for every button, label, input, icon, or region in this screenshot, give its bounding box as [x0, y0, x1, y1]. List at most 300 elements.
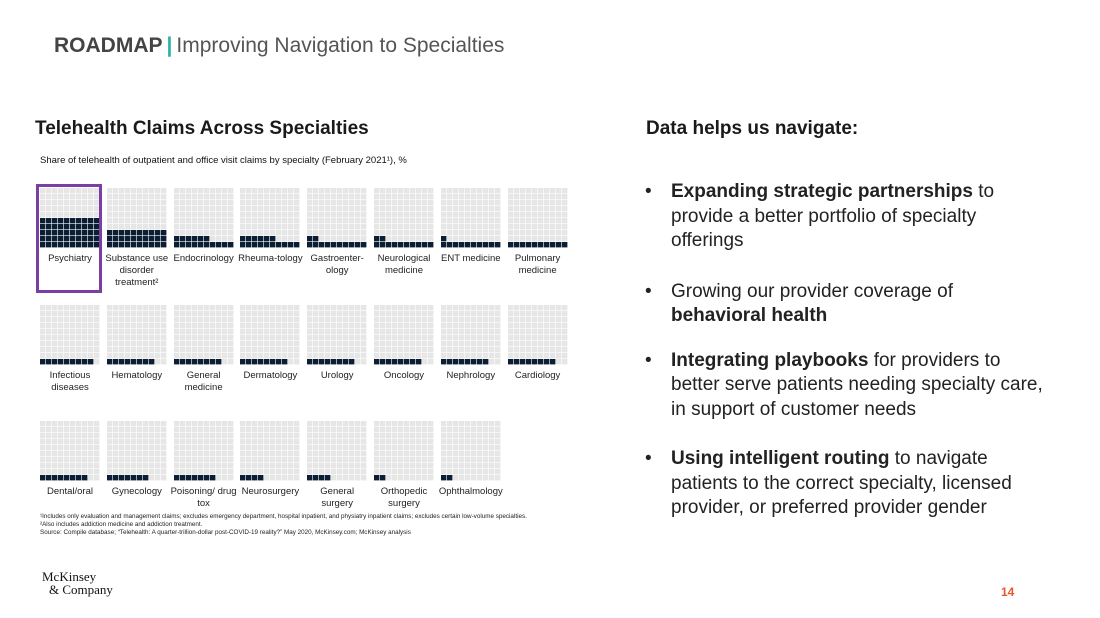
waffle-square-empty — [307, 224, 312, 229]
waffle-square-empty — [276, 421, 281, 426]
waffle-square-empty — [137, 311, 142, 316]
waffle-square-empty — [137, 451, 142, 456]
waffle-square-empty — [70, 457, 75, 462]
waffle-square-empty — [416, 323, 421, 328]
waffle-square-empty — [380, 457, 385, 462]
waffle-square-empty — [143, 439, 148, 444]
waffle-square-empty — [131, 323, 136, 328]
waffle-square-empty — [398, 200, 403, 205]
waffle-square-empty — [544, 230, 549, 235]
waffle-square-empty — [392, 329, 397, 334]
waffle-square-empty — [222, 469, 227, 474]
waffle-square-empty — [471, 463, 476, 468]
waffle-square-empty — [459, 305, 464, 310]
waffle-square-empty — [240, 188, 245, 193]
waffle-square-filled — [240, 242, 245, 247]
waffle-square-empty — [149, 194, 154, 199]
waffle-square-empty — [489, 347, 494, 352]
waffle-square-filled — [174, 236, 179, 241]
waffle-square-empty — [113, 218, 118, 223]
waffle-square-empty — [422, 353, 427, 358]
waffle-square-empty — [465, 212, 470, 217]
waffle-square-empty — [349, 224, 354, 229]
waffle-square-empty — [465, 311, 470, 316]
waffle-square-empty — [192, 200, 197, 205]
waffle-square-empty — [477, 433, 482, 438]
waffle-square-filled — [258, 359, 263, 364]
waffle-square-empty — [331, 335, 336, 340]
waffle-square-empty — [361, 329, 366, 334]
waffle-square-empty — [76, 305, 81, 310]
waffle-square-empty — [88, 475, 93, 480]
waffle-square-filled — [544, 359, 549, 364]
waffle-square-empty — [410, 469, 415, 474]
waffle-square-empty — [155, 305, 160, 310]
waffle-square-empty — [325, 439, 330, 444]
waffle-square-filled — [398, 242, 403, 247]
waffle-square-filled — [562, 242, 567, 247]
waffle-square-empty — [374, 469, 379, 474]
waffle-square-empty — [82, 335, 87, 340]
waffle-square-empty — [70, 341, 75, 346]
waffle-square-empty — [258, 433, 263, 438]
waffle-square-empty — [343, 353, 348, 358]
waffle-square-empty — [337, 218, 342, 223]
waffle-square-empty — [258, 457, 263, 462]
waffle-square-empty — [186, 305, 191, 310]
waffle-square-empty — [137, 353, 142, 358]
waffle-grid — [107, 305, 167, 365]
waffle-square-filled — [337, 359, 342, 364]
waffle-square-empty — [386, 230, 391, 235]
waffle-square-empty — [562, 311, 567, 316]
waffle-square-empty — [258, 206, 263, 211]
waffle-square-empty — [270, 457, 275, 462]
waffle-square-empty — [447, 194, 452, 199]
waffle-square-empty — [556, 206, 561, 211]
waffle-square-empty — [562, 236, 567, 241]
waffle-square-empty — [410, 188, 415, 193]
waffle-square-empty — [180, 194, 185, 199]
waffle-square-empty — [70, 305, 75, 310]
waffle-square-empty — [361, 353, 366, 358]
waffle-square-empty — [143, 421, 148, 426]
waffle-square-empty — [495, 463, 500, 468]
waffle-square-empty — [52, 329, 57, 334]
waffle-square-empty — [40, 433, 45, 438]
waffle-square-empty — [149, 439, 154, 444]
waffle-square-empty — [288, 347, 293, 352]
waffle-square-empty — [550, 305, 555, 310]
waffle-square-empty — [441, 200, 446, 205]
waffle-square-empty — [398, 457, 403, 462]
waffle-square-empty — [143, 212, 148, 217]
waffle-square-empty — [161, 194, 166, 199]
waffle-square-empty — [361, 469, 366, 474]
waffle-square-empty — [422, 194, 427, 199]
waffle-square-empty — [386, 445, 391, 450]
waffle-square-empty — [282, 200, 287, 205]
waffle-square-empty — [556, 212, 561, 217]
waffle-square-empty — [46, 317, 51, 322]
waffle-square-empty — [131, 421, 136, 426]
waffle-square-empty — [192, 439, 197, 444]
psychiatry-highlight-box — [36, 184, 102, 293]
waffle-square-empty — [216, 317, 221, 322]
waffle-square-empty — [410, 451, 415, 456]
waffle-square-empty — [149, 427, 154, 432]
waffle-square-empty — [288, 305, 293, 310]
waffle-square-empty — [471, 347, 476, 352]
waffle-square-empty — [94, 445, 99, 450]
waffle-square-empty — [489, 475, 494, 480]
waffle-square-filled — [186, 475, 191, 480]
waffle-square-empty — [131, 329, 136, 334]
waffle-square-filled — [526, 359, 531, 364]
waffle-square-empty — [495, 335, 500, 340]
waffle-square-empty — [270, 317, 275, 322]
waffle-square-empty — [64, 439, 69, 444]
waffle-square-empty — [174, 323, 179, 328]
waffle-square-filled — [240, 359, 245, 364]
waffle-square-empty — [337, 206, 342, 211]
waffle-square-empty — [58, 457, 63, 462]
waffle-square-empty — [471, 305, 476, 310]
waffle-square-empty — [228, 230, 233, 235]
waffle-square-empty — [307, 212, 312, 217]
waffle-square-empty — [459, 433, 464, 438]
waffle-square-empty — [483, 457, 488, 462]
waffle-square-empty — [319, 347, 324, 352]
waffle-square-empty — [137, 457, 142, 462]
waffle-square-filled — [46, 359, 51, 364]
waffle-square-empty — [186, 457, 191, 462]
waffle-square-empty — [459, 341, 464, 346]
waffle-square-empty — [143, 451, 148, 456]
waffle-square-empty — [198, 421, 203, 426]
waffle-square-empty — [270, 463, 275, 468]
waffle-square-empty — [477, 212, 482, 217]
waffle-square-empty — [453, 469, 458, 474]
waffle-square-empty — [119, 347, 124, 352]
waffle-square-filled — [343, 242, 348, 247]
waffle-square-empty — [508, 224, 513, 229]
waffle-square-empty — [495, 212, 500, 217]
waffle-square-empty — [416, 475, 421, 480]
waffle-square-empty — [288, 433, 293, 438]
waffle-square-empty — [76, 433, 81, 438]
waffle-square-empty — [428, 463, 433, 468]
waffle-square-empty — [137, 206, 142, 211]
waffle-square-empty — [252, 421, 257, 426]
waffle-square-empty — [40, 451, 45, 456]
waffle-square-empty — [471, 230, 476, 235]
waffle-square-filled — [325, 242, 330, 247]
waffle-square-empty — [404, 451, 409, 456]
waffle-square-empty — [398, 433, 403, 438]
waffle-square-empty — [392, 206, 397, 211]
waffle-square-empty — [294, 323, 299, 328]
waffle-square-empty — [343, 427, 348, 432]
waffle-square-filled — [119, 230, 124, 235]
waffle-square-empty — [276, 427, 281, 432]
waffle-square-empty — [392, 311, 397, 316]
waffle-square-empty — [198, 311, 203, 316]
waffle-square-empty — [313, 427, 318, 432]
waffle-square-empty — [392, 439, 397, 444]
waffle-square-empty — [186, 427, 191, 432]
waffle-square-empty — [361, 427, 366, 432]
waffle-square-empty — [404, 317, 409, 322]
waffle-square-empty — [398, 353, 403, 358]
waffle-square-empty — [149, 317, 154, 322]
waffle-square-empty — [125, 353, 130, 358]
waffle-square-empty — [40, 311, 45, 316]
waffle-square-empty — [210, 212, 215, 217]
waffle-square-empty — [562, 341, 567, 346]
waffle-square-empty — [483, 329, 488, 334]
waffle-square-empty — [180, 353, 185, 358]
waffle-square-empty — [288, 335, 293, 340]
waffle-square-empty — [313, 218, 318, 223]
waffle-square-empty — [514, 230, 519, 235]
waffle-square-empty — [526, 230, 531, 235]
waffle-square-empty — [76, 421, 81, 426]
waffle-square-empty — [398, 421, 403, 426]
waffle-square-empty — [422, 212, 427, 217]
waffle-square-empty — [143, 317, 148, 322]
waffle-square-empty — [489, 457, 494, 462]
waffle-square-filled — [131, 236, 136, 241]
waffle-square-empty — [64, 335, 69, 340]
waffle-square-filled — [471, 242, 476, 247]
waffle-square-filled — [82, 475, 87, 480]
waffle-square-empty — [428, 224, 433, 229]
waffle-square-empty — [149, 224, 154, 229]
waffle-square-empty — [471, 188, 476, 193]
waffle-square-empty — [307, 218, 312, 223]
waffle-square-empty — [477, 311, 482, 316]
waffle-square-empty — [52, 427, 57, 432]
waffle-square-empty — [119, 445, 124, 450]
waffle-square-empty — [319, 463, 324, 468]
waffle-square-empty — [76, 445, 81, 450]
waffle-square-empty — [331, 439, 336, 444]
waffle-square-empty — [386, 323, 391, 328]
waffle-square-empty — [355, 469, 360, 474]
waffle-square-empty — [143, 218, 148, 223]
waffle-square-empty — [410, 329, 415, 334]
waffle-square-empty — [58, 445, 63, 450]
footnote-source: Source: Compile database; “Telehealth: A quarter-trillion-dollar post-COVID-19 reality?” May 2020, McKinsey.com; McKinsey analysis — [40, 528, 411, 536]
waffle-square-empty — [416, 317, 421, 322]
waffle-square-empty — [447, 317, 452, 322]
waffle-square-empty — [155, 317, 160, 322]
waffle-square-empty — [410, 317, 415, 322]
waffle-square-empty — [155, 341, 160, 346]
waffle-square-empty — [325, 230, 330, 235]
waffle-square-empty — [216, 463, 221, 468]
waffle-square-empty — [186, 323, 191, 328]
waffle-square-empty — [355, 317, 360, 322]
waffle-square-empty — [228, 347, 233, 352]
waffle-square-empty — [471, 469, 476, 474]
waffle-square-empty — [216, 305, 221, 310]
waffle-square-empty — [246, 353, 251, 358]
waffle-square-empty — [76, 451, 81, 456]
waffle-square-empty — [453, 305, 458, 310]
waffle-square-empty — [416, 341, 421, 346]
waffle-square-empty — [361, 421, 366, 426]
waffle-square-empty — [361, 347, 366, 352]
waffle-grid — [240, 305, 300, 365]
waffle-square-empty — [94, 421, 99, 426]
waffle-square-empty — [392, 427, 397, 432]
waffle-grid — [441, 421, 501, 481]
waffle-square-empty — [264, 421, 269, 426]
waffle-square-empty — [204, 218, 209, 223]
waffle-square-empty — [270, 218, 275, 223]
waffle-square-empty — [210, 353, 215, 358]
waffle-square-empty — [198, 188, 203, 193]
waffle-square-empty — [447, 421, 452, 426]
waffle-square-empty — [107, 469, 112, 474]
waffle-square-empty — [483, 463, 488, 468]
waffle-square-empty — [532, 347, 537, 352]
waffle-square-empty — [465, 457, 470, 462]
waffle-square-empty — [228, 206, 233, 211]
specialty-label: General medicine — [184, 369, 223, 393]
waffle-square-empty — [477, 353, 482, 358]
waffle-square-empty — [210, 341, 215, 346]
waffle-square-empty — [313, 200, 318, 205]
waffle-square-empty — [392, 218, 397, 223]
footnote-2: ²Also includes addiction medicine and addiction treatment. — [40, 520, 203, 528]
waffle-square-empty — [143, 188, 148, 193]
specialty-label: Neurological medicine — [377, 253, 431, 276]
waffle-square-empty — [149, 212, 154, 217]
waffle-square-empty — [331, 188, 336, 193]
waffle-square-empty — [264, 206, 269, 211]
waffle-square-empty — [355, 427, 360, 432]
waffle-square-empty — [58, 469, 63, 474]
waffle-square-empty — [88, 329, 93, 334]
waffle-square-empty — [392, 335, 397, 340]
waffle-square-empty — [508, 341, 513, 346]
waffle-square-empty — [149, 305, 154, 310]
waffle-square-empty — [204, 457, 209, 462]
waffle-square-empty — [246, 457, 251, 462]
waffle-square-empty — [428, 206, 433, 211]
waffle-square-empty — [276, 323, 281, 328]
waffle-square-empty — [556, 353, 561, 358]
waffle-square-empty — [361, 194, 366, 199]
waffle-square-empty — [82, 341, 87, 346]
waffle-square-empty — [307, 317, 312, 322]
waffle-square-empty — [483, 212, 488, 217]
waffle-square-empty — [288, 475, 293, 480]
waffle-square-empty — [508, 200, 513, 205]
waffle-square-empty — [294, 224, 299, 229]
waffle-square-empty — [380, 188, 385, 193]
waffle-square-empty — [398, 311, 403, 316]
waffle-square-filled — [131, 230, 136, 235]
waffle-square-empty — [550, 317, 555, 322]
waffle-square-empty — [113, 329, 118, 334]
waffle-square-empty — [58, 451, 63, 456]
waffle-square-empty — [471, 341, 476, 346]
waffle-square-empty — [210, 469, 215, 474]
waffle-square-empty — [422, 224, 427, 229]
waffle-square-empty — [88, 445, 93, 450]
waffle-square-empty — [258, 421, 263, 426]
waffle-square-empty — [471, 212, 476, 217]
waffle-square-empty — [228, 224, 233, 229]
waffle-square-filled — [246, 236, 251, 241]
waffle-square-filled — [386, 359, 391, 364]
waffle-square-empty — [471, 317, 476, 322]
footnote-1: ¹Includes only evaluation and management claims; excludes emergency department, hospital inpatient, and physiatry inpatient claims; excludes certain low-volume specialties. — [40, 513, 527, 520]
waffle-square-empty — [428, 329, 433, 334]
waffle-square-filled — [453, 242, 458, 247]
waffle-square-empty — [447, 347, 452, 352]
waffle-square-empty — [380, 353, 385, 358]
waffle-square-filled — [343, 359, 348, 364]
waffle-square-empty — [228, 445, 233, 450]
waffle-square-empty — [264, 347, 269, 352]
waffle-square-empty — [489, 311, 494, 316]
waffle-square-empty — [94, 451, 99, 456]
waffle-square-empty — [192, 188, 197, 193]
waffle-square-empty — [149, 451, 154, 456]
waffle-square-empty — [562, 194, 567, 199]
waffle-square-empty — [52, 317, 57, 322]
waffle-square-empty — [113, 200, 118, 205]
waffle-square-empty — [471, 236, 476, 241]
waffle-square-empty — [441, 194, 446, 199]
waffle-square-empty — [556, 305, 561, 310]
waffle-square-empty — [319, 305, 324, 310]
waffle-square-filled — [264, 359, 269, 364]
waffle-square-empty — [70, 451, 75, 456]
waffle-square-empty — [562, 224, 567, 229]
waffle-square-empty — [88, 469, 93, 474]
waffle-square-empty — [149, 475, 154, 480]
waffle-square-empty — [113, 451, 118, 456]
waffle-square-empty — [361, 200, 366, 205]
waffle-square-empty — [483, 230, 488, 235]
waffle-square-empty — [131, 194, 136, 199]
waffle-square-empty — [246, 427, 251, 432]
waffle-square-empty — [471, 439, 476, 444]
waffle-square-empty — [161, 353, 166, 358]
waffle-square-empty — [40, 427, 45, 432]
waffle-square-empty — [441, 445, 446, 450]
waffle-square-empty — [137, 305, 142, 310]
waffle-square-empty — [204, 353, 209, 358]
waffle-square-empty — [410, 347, 415, 352]
waffle-square-empty — [526, 218, 531, 223]
waffle-square-empty — [288, 218, 293, 223]
waffle-square-empty — [483, 323, 488, 328]
logo-line-1: McKinsey — [42, 569, 97, 584]
waffle-square-empty — [520, 335, 525, 340]
waffle-square-filled — [252, 475, 257, 480]
waffle-square-empty — [325, 311, 330, 316]
waffle-square-empty — [441, 335, 446, 340]
waffle-square-empty — [459, 335, 464, 340]
waffle-square-empty — [143, 206, 148, 211]
